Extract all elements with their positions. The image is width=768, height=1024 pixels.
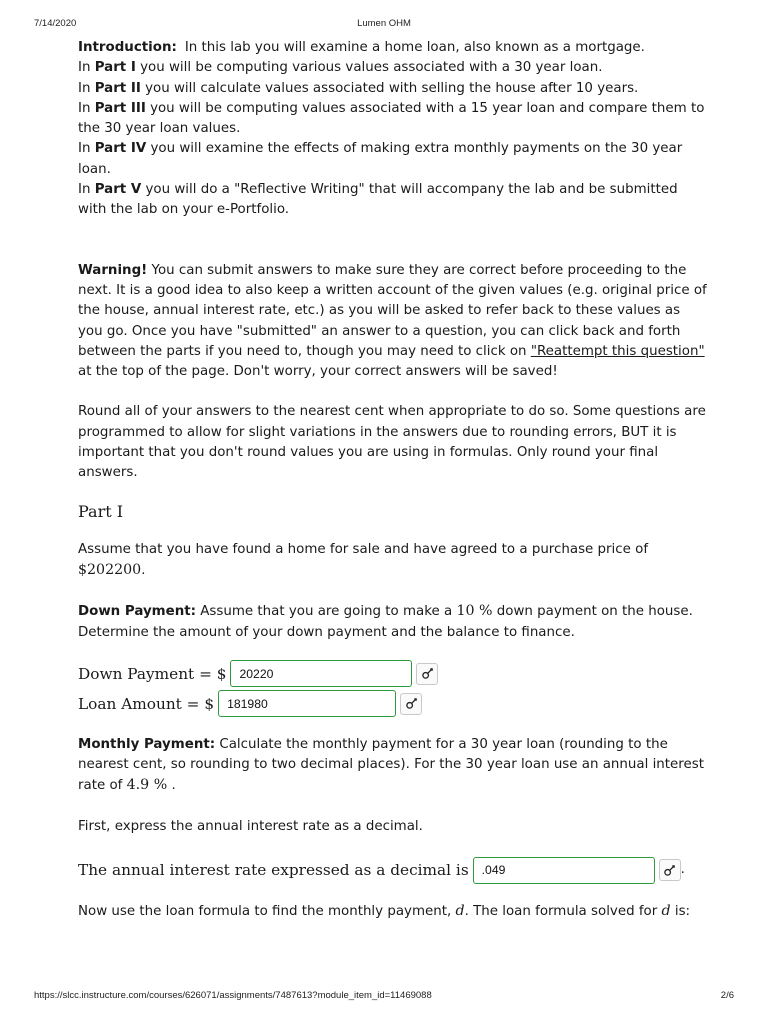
- rate-decimal-input[interactable]: .049: [473, 857, 655, 884]
- part-desc: you will do a "Reflective Writing" that will accompany the lab and be submitted with the lab on your e-Portfolio.: [78, 182, 678, 218]
- loan-amount-row: [78, 689, 708, 719]
- warning-text-end: at the top of the page. Don't worry, your correct answers will be saved!: [78, 364, 558, 380]
- rate-decimal-label: The annual interest rate expressed as a decimal is: [78, 860, 469, 879]
- intro-part-5: [78, 180, 708, 221]
- loan-amount-input[interactable]: 181980: [218, 690, 396, 717]
- loan-formula-text-c: is:: [670, 904, 691, 920]
- part-desc: you will examine the effects of making extra monthly payments on the 30 year loan.: [78, 141, 683, 177]
- intro-part-3: [78, 99, 708, 140]
- down-payment-paragraph: [78, 601, 708, 643]
- loan-amount-field-label: Loan Amount = $: [78, 694, 215, 713]
- footer-page-number: 2/6: [720, 990, 734, 1001]
- part-desc: you will calculate values associated with selling the house after 10 years.: [140, 80, 639, 96]
- intro-line: [78, 38, 708, 58]
- down-payment-field-label: Down Payment = $: [78, 664, 227, 683]
- down-payment-text-b: down payment on the house. Determine the amount of your down payment and the balance to finance.: [78, 604, 693, 640]
- loan-formula-text-a: Now use the loan formula to find the monthly payment,: [78, 904, 456, 920]
- monthly-payment-text: Calculate the monthly payment for a 30 year loan (rounding to the nearest cent, so rounding to two decimal places). For the 30 year loan use an annual interest rate of: [78, 736, 704, 794]
- monthly-payment-label: Monthly Payment:: [78, 736, 216, 752]
- part-1-title: Part I: [78, 501, 124, 521]
- lab-content: [78, 38, 708, 922]
- part-desc: you will be computing various values associated with a 30 year loan.: [135, 60, 603, 76]
- intro-part-2: [78, 79, 708, 99]
- down-payment-label: Down Payment:: [78, 604, 197, 620]
- intro-text: In this lab you will examine a home loan, also known as a mortgage.: [184, 40, 645, 55]
- key-icon[interactable]: [400, 693, 422, 715]
- part-name: Part III: [94, 100, 146, 116]
- part-pre: In: [78, 141, 95, 157]
- part-pre: In: [78, 100, 95, 116]
- key-icon[interactable]: [659, 859, 681, 881]
- part-name: Part I: [94, 60, 136, 76]
- first-step-text: First, express the annual interest rate as a decimal.: [78, 818, 423, 834]
- rounding-note: Round all of your answers to the nearest cent when appropriate to do so. Some questions are programmed to allow for slight variations in the answers due to rounding errors, BUT it is important that you don't round values you are using in formulas. Only round your final answers.: [78, 404, 706, 481]
- purchase-price-paragraph: [78, 540, 708, 582]
- intro-section: [78, 38, 708, 221]
- part-name: Part V: [94, 182, 142, 198]
- purchase-price: $202200: [78, 561, 142, 578]
- warning-text: You can submit answers to make sure they are correct before proceeding to the next. It is a good idea to also keep a written account of the given values (e.g. original price of the house, annual interest rate, etc.) as you will be asked to refer back to these values as you go. Once you have "submitted" an answer to a question, you can click back and forth between the parts if you need to, though you may need to click on: [78, 262, 707, 359]
- intro-label: Introduction:: [78, 40, 177, 55]
- down-payment-row: [78, 659, 708, 689]
- warning-label: Warning!: [78, 262, 148, 278]
- footer-url: https://slcc.instructure.com/courses/626071/assignments/7487613?module_item_id=11469088: [34, 990, 432, 1001]
- part-pre: In: [78, 80, 95, 96]
- loan-formula-var: d: [455, 903, 465, 920]
- header-site-title: Lumen OHM: [357, 18, 411, 29]
- assume-text: Assume that you have found a home for sale and have agreed to a purchase price of: [78, 541, 649, 557]
- intro-part-4: [78, 139, 708, 180]
- part-desc: you will be computing values associated with a 15 year loan and compare them to the 30 year loan values.: [78, 100, 705, 137]
- part-name: Part IV: [94, 141, 147, 157]
- down-payment-input[interactable]: 20220: [230, 660, 412, 687]
- warning-paragraph: [78, 261, 708, 383]
- loan-formula-text-b: . The loan formula solved for: [464, 904, 662, 920]
- loan-formula-var-2: d: [661, 903, 671, 920]
- down-payment-percent: 10 %: [456, 603, 493, 620]
- part-name: Part II: [94, 80, 141, 96]
- part-pre: In: [78, 182, 95, 198]
- page-footer: [34, 990, 734, 1004]
- purchase-price-end: .: [141, 562, 146, 578]
- loan-formula-paragraph: [78, 901, 708, 922]
- page-header: [34, 18, 734, 32]
- rate-decimal-end: .: [680, 861, 685, 877]
- rate-decimal-row: [78, 855, 708, 885]
- part-pre: In: [78, 60, 95, 76]
- monthly-payment-end: .: [167, 778, 176, 794]
- intro-part-1: [78, 58, 708, 78]
- reattempt-question-link[interactable]: "Reattempt this question": [530, 343, 705, 359]
- interest-rate-value: 4.9 %: [126, 777, 168, 794]
- monthly-payment-paragraph: [78, 735, 708, 797]
- header-date: 7/14/2020: [34, 18, 77, 29]
- down-payment-text-a: Assume that you are going to make a: [196, 604, 457, 620]
- key-icon[interactable]: [416, 663, 438, 685]
